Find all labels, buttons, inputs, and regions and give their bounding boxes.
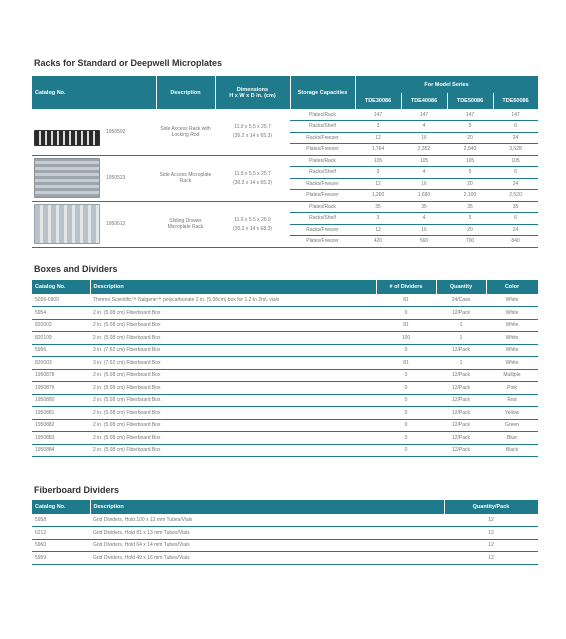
rack-capacity-value: 3 <box>355 213 401 225</box>
rack-capacity-value: 105 <box>493 155 538 167</box>
box-cell: 1950884 <box>32 444 90 457</box>
rack-capacity-value: 5 <box>447 167 493 179</box>
table-row <box>32 444 538 457</box>
dividers-header-description: Description <box>90 500 444 514</box>
rack-image <box>34 130 100 146</box>
table-row <box>32 432 538 445</box>
table-row <box>32 527 538 540</box>
rack-catalog: 1950523 <box>106 175 126 181</box>
box-cell: 0 <box>376 382 436 395</box>
rack-capacity-value: 4 <box>401 213 447 225</box>
rack-image <box>34 204 100 244</box>
box-cell: 81 <box>376 357 436 370</box>
rack-capacity-value: 700 <box>447 236 493 248</box>
box-cell: 2 in. (5.08 cm) Fiberboard Box <box>90 307 376 320</box>
rack-dim-in: 11.9 x 5.5 x 25.7 <box>234 170 271 177</box>
box-cell: 820109 <box>32 332 90 345</box>
rack-capacity-value: 2,940 <box>447 144 493 156</box>
rack-capacity-label: Plates/Rack <box>290 201 355 213</box>
rack-dim-cm: (30.2 x 14 x 68.3) <box>233 225 272 232</box>
box-cell: 12/Pack <box>436 419 486 432</box>
rack-capacity-value: 16 <box>401 224 447 236</box>
boxes-header-description: Description <box>90 280 376 294</box>
rack-capacity-value: 35 <box>447 201 493 213</box>
rack-capacity-value: 560 <box>401 236 447 248</box>
table-row <box>32 382 538 395</box>
header-model-1: TDE30086 <box>355 93 401 109</box>
rack-image-cell <box>32 155 156 201</box>
rack-capacity-value: 147 <box>447 109 493 121</box>
rack-capacity-value: 105 <box>355 155 401 167</box>
boxes-section-title: Boxes and Dividers <box>34 264 118 274</box>
dividers-header-quantity: Quantity/Pack <box>444 500 538 514</box>
box-cell: 1950881 <box>32 407 90 420</box>
box-cell: 0 <box>376 432 436 445</box>
box-cell: White <box>486 344 538 357</box>
boxes-header-color: Color <box>486 280 538 294</box>
box-cell: 0 <box>376 369 436 382</box>
rack-capacity-value: 1,260 <box>355 190 401 202</box>
box-cell: 3 in. (7.62 cm) Fiberboard Box <box>90 344 376 357</box>
divider-cell: 6212 <box>32 527 90 540</box>
rack-dim-in: 11.9 x 5.5 x 25.7 <box>234 124 271 131</box>
rack-dimensions <box>215 155 290 201</box>
rack-capacity-value: 3 <box>355 167 401 179</box>
box-cell: 100 <box>376 332 436 345</box>
header-model-3: TDE50086 <box>447 93 493 109</box>
rack-capacity-value: 147 <box>401 109 447 121</box>
rack-capacity-value: 12 <box>355 132 401 144</box>
box-cell: 12/Pack <box>436 344 486 357</box>
rack-capacity-label: Racks/Shelf <box>290 213 355 225</box>
rack-capacity-value: 2,520 <box>493 190 538 202</box>
table-row <box>32 539 538 552</box>
rack-description: Side Access Rack with Locking Rod <box>156 109 215 155</box>
rack-dim-in: 11.9 x 5.5 x 26.9 <box>234 216 271 223</box>
rack-description: Side Access Microplate Rack <box>156 155 215 201</box>
rack-capacity-value: 840 <box>493 236 538 248</box>
rack-capacity-value: 16 <box>401 132 447 144</box>
table-row <box>32 332 538 345</box>
rack-row <box>32 201 538 213</box>
rack-row <box>32 109 538 121</box>
divider-cell: 5958 <box>32 514 90 527</box>
table-row <box>32 357 538 370</box>
box-cell: Yellow <box>486 407 538 420</box>
divider-cell: 12 <box>444 514 538 527</box>
divider-cell: 12 <box>444 527 538 540</box>
rack-capacity-value: 2,100 <box>447 190 493 202</box>
rack-dimensions <box>215 201 290 247</box>
box-cell: 12/Pack <box>436 382 486 395</box>
box-cell: 0 <box>376 344 436 357</box>
rack-capacity-value: 16 <box>401 178 447 190</box>
boxes-header-catalog: Catalog No. <box>32 280 90 294</box>
table-row <box>32 407 538 420</box>
box-cell: 2 in. (5.08 cm) Fiberboard Box <box>90 382 376 395</box>
box-cell: 1950882 <box>32 419 90 432</box>
rack-capacity-value: 6 <box>493 167 538 179</box>
header-dimensions-line2: H x W x D in. (cm) <box>229 92 276 99</box>
rack-capacity-label: Plates/Freezer <box>290 236 355 248</box>
rack-capacity-value: 3,528 <box>493 144 538 156</box>
rack-capacity-value: 24 <box>493 178 538 190</box>
rack-capacity-value: 1,764 <box>355 144 401 156</box>
divider-cell: Grid Dividers, Hold 81 x 13 mm Tubes/Vials <box>90 527 444 540</box>
dividers-section-title: Fiberboard Dividers <box>34 485 120 495</box>
box-cell: 0 <box>376 307 436 320</box>
box-cell: 81 <box>376 294 436 307</box>
box-cell: White <box>486 319 538 332</box>
box-cell: 2 in. (5.08 cm) Fiberboard Box <box>90 394 376 407</box>
box-cell: 12/Pack <box>436 407 486 420</box>
header-model-series: For Model Series <box>355 76 538 93</box>
box-cell: Multiple <box>486 369 538 382</box>
rack-capacity-value: 105 <box>447 155 493 167</box>
rack-capacity-value: 35 <box>401 201 447 213</box>
racks-table <box>32 76 539 248</box>
box-cell: 12/Pack <box>436 394 486 407</box>
rack-capacity-label: Racks/Freezer <box>290 224 355 236</box>
table-row <box>32 344 538 357</box>
box-cell: 24/Case <box>436 294 486 307</box>
box-cell: 1 <box>436 332 486 345</box>
boxes-header-dividers: # of Dividers <box>376 280 436 294</box>
table-row <box>32 394 538 407</box>
box-cell: Green <box>486 419 538 432</box>
rack-capacity-label: Racks/Shelf <box>290 121 355 133</box>
box-cell: 2 in. (5.08 cm) Fiberboard Box <box>90 332 376 345</box>
header-model-2: TDE40086 <box>401 93 447 109</box>
rack-dim-cm: (30.2 x 14 x 65.3) <box>233 133 272 140</box>
box-cell: White <box>486 357 538 370</box>
box-cell: White <box>486 307 538 320</box>
rack-image-cell <box>32 109 156 155</box>
rack-capacity-value: 12 <box>355 224 401 236</box>
rack-capacity-label: Plates/Rack <box>290 155 355 167</box>
rack-capacity-value: 147 <box>355 109 401 121</box>
box-cell: 12/Pack <box>436 369 486 382</box>
rack-capacity-value: 1,680 <box>401 190 447 202</box>
rack-capacity-value: 20 <box>447 132 493 144</box>
rack-catalog: 1950592 <box>106 128 126 135</box>
divider-cell: 5960 <box>32 539 90 552</box>
box-cell: 2 in. (5.08 cm) Fiberboard Box <box>90 369 376 382</box>
rack-capacity-value: 24 <box>493 132 538 144</box>
dividers-header-catalog: Catalog No. <box>32 500 90 514</box>
box-cell: Red <box>486 394 538 407</box>
box-cell: Black <box>486 444 538 457</box>
rack-dimensions <box>215 109 290 155</box>
box-cell: 12/Pack <box>436 307 486 320</box>
box-cell: 12/Pack <box>436 432 486 445</box>
rack-capacity-value: 3 <box>355 121 401 133</box>
rack-capacity-value: 147 <box>493 109 538 121</box>
rack-capacity-value: 420 <box>355 236 401 248</box>
racks-section-title: Racks for Standard or Deepwell Microplates <box>34 58 223 68</box>
rack-capacity-value: 6 <box>493 213 538 225</box>
box-cell: 12/Pack <box>436 444 486 457</box>
rack-image-cell <box>32 201 156 247</box>
rack-row <box>32 155 538 167</box>
header-description: Description <box>156 76 215 109</box>
box-cell: White <box>486 332 538 345</box>
rack-capacity-value: 2,352 <box>401 144 447 156</box>
table-row <box>32 369 538 382</box>
box-cell: 1950878 <box>32 369 90 382</box>
box-cell: 0 <box>376 407 436 420</box>
rack-capacity-label: Plates/Freezer <box>290 144 355 156</box>
table-row <box>32 307 538 320</box>
box-cell: 5954 <box>32 307 90 320</box>
rack-capacity-value: 35 <box>493 201 538 213</box>
divider-cell: Grid Dividers, Hold 64 x 14 mm Tubes/Vials <box>90 539 444 552</box>
boxes-header-quantity: Quantity <box>436 280 486 294</box>
divider-cell: 12 <box>444 552 538 565</box>
box-cell: White <box>486 294 538 307</box>
rack-capacity-value: 5 <box>447 213 493 225</box>
rack-description: Sliding Drawer Microplate Rack <box>156 201 215 247</box>
rack-capacity-value: 35 <box>355 201 401 213</box>
box-cell: 5956 <box>32 344 90 357</box>
box-cell: 1950879 <box>32 382 90 395</box>
rack-capacity-label: Racks/Freezer <box>290 132 355 144</box>
table-row <box>32 552 538 565</box>
box-cell: 2 in. (5.08 cm) Fiberboard Box <box>90 419 376 432</box>
table-row <box>32 294 538 307</box>
box-cell: Blue <box>486 432 538 445</box>
rack-capacity-label: Plates/Freezer <box>290 190 355 202</box>
rack-capacity-value: 20 <box>447 224 493 236</box>
box-cell: 81 <box>376 319 436 332</box>
rack-capacity-value: 20 <box>447 178 493 190</box>
box-cell: 1950883 <box>32 432 90 445</box>
rack-capacity-value: 105 <box>401 155 447 167</box>
box-cell: 1950880 <box>32 394 90 407</box>
divider-cell: 12 <box>444 539 538 552</box>
box-cell: 1 <box>436 319 486 332</box>
divider-cell: Grid Dividers, Hold 49 x 16 mm Tubes/Vials <box>90 552 444 565</box>
rack-capacity-value: 4 <box>401 121 447 133</box>
header-dimensions <box>215 76 290 109</box>
box-cell: 0 <box>376 444 436 457</box>
header-model-4: TDE60086 <box>493 93 538 109</box>
rack-capacity-label: Racks/Shelf <box>290 167 355 179</box>
header-catalog: Catalog No. <box>32 76 156 109</box>
rack-capacity-value: 12 <box>355 178 401 190</box>
table-row <box>32 319 538 332</box>
rack-capacity-value: 5 <box>447 121 493 133</box>
box-cell: Thermo Scientific™ Nalgene™ polycarbonate 2 in. (5.08cm) box for 1.2 to 2mL vials <box>90 294 376 307</box>
rack-capacity-value: 4 <box>401 167 447 179</box>
boxes-table <box>32 280 539 457</box>
box-cell: 2 in. (5.08 cm) Fiberboard Box <box>90 319 376 332</box>
box-cell: 1 <box>436 357 486 370</box>
box-cell: 2 in. (5.08 cm) Fiberboard Box <box>90 432 376 445</box>
rack-capacity-value: 24 <box>493 224 538 236</box>
rack-catalog: 1950612 <box>106 221 126 227</box>
divider-cell: Grid Dividers, Hold 100 x 12 mm Tubes/Vials <box>90 514 444 527</box>
box-cell: 0 <box>376 394 436 407</box>
header-dimensions-line1: Dimensions <box>236 86 269 93</box>
box-cell: 2 in. (5.08 cm) Fiberboard Box <box>90 407 376 420</box>
divider-cell: 5959 <box>32 552 90 565</box>
box-cell: 0 <box>376 419 436 432</box>
box-cell: 820002 <box>32 319 90 332</box>
table-row <box>32 419 538 432</box>
rack-dim-cm: (30.2 x 14 x 65.3) <box>233 179 272 186</box>
table-row <box>32 514 538 527</box>
box-cell: 5026-0909 <box>32 294 90 307</box>
box-cell: 820003 <box>32 357 90 370</box>
rack-image <box>34 158 100 198</box>
header-storage: Storage Capacities <box>290 76 355 109</box>
box-cell: Pink <box>486 382 538 395</box>
box-cell: 3 in. (7.62 cm) Fiberboard Box <box>90 357 376 370</box>
rack-capacity-value: 6 <box>493 121 538 133</box>
rack-capacity-label: Plates/Rack <box>290 109 355 121</box>
box-cell: 2 in. (5.08 cm) Fiberboard Box <box>90 444 376 457</box>
rack-capacity-label: Racks/Freezer <box>290 178 355 190</box>
dividers-table <box>32 500 539 565</box>
